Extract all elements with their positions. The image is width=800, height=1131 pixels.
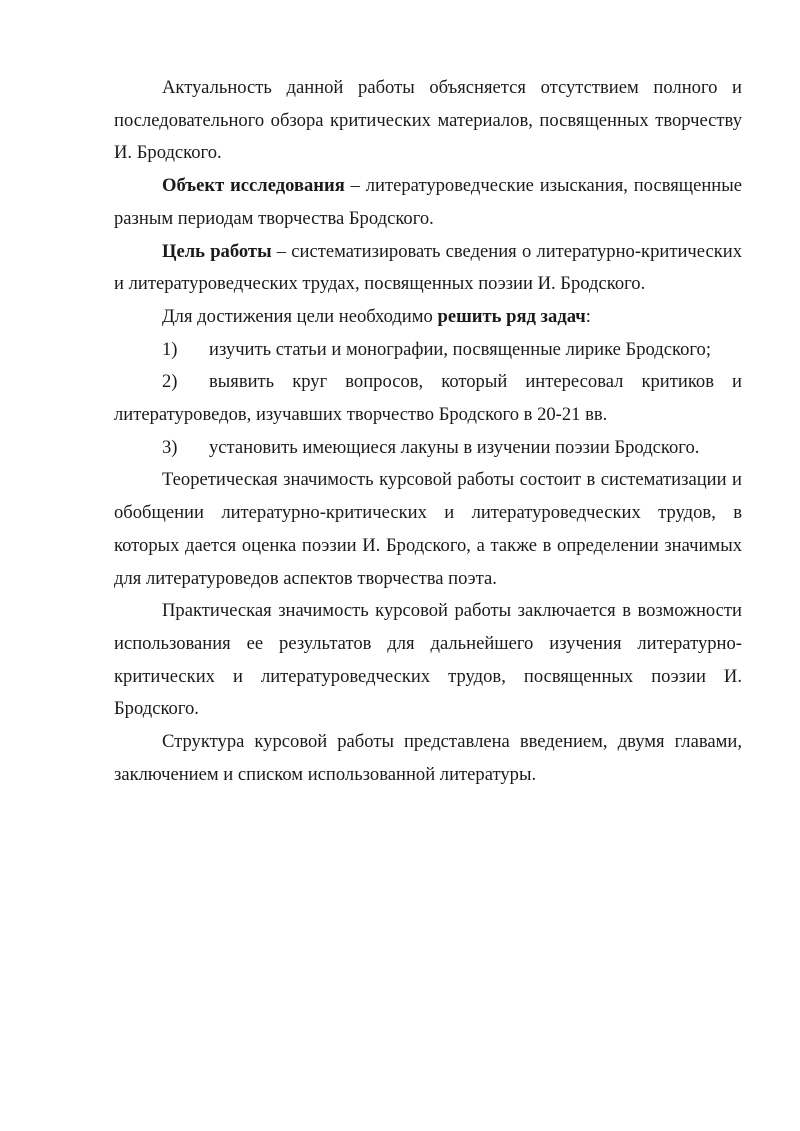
- tasks-intro-bold: решить ряд задач: [437, 305, 586, 327]
- list-item-number: 3): [162, 436, 178, 458]
- paragraph-goal: [114, 236, 742, 301]
- list-item: [114, 366, 742, 431]
- goal-text: – систематизировать сведения о литературно-критических и литературоведческих трудах, посвященных поэзии И. Бродского.: [114, 240, 742, 295]
- paragraph-theory: Теоретическая значимость курсовой работы состоит в систематизации и обобщении литературно-критических и литературоведческих трудов, в которых дается оценка поэзии И. Бродского, а также в определении значимых для литературоведов аспектов творчества поэта.: [114, 469, 742, 589]
- paragraph-object: [114, 170, 742, 235]
- document-page: [114, 72, 742, 791]
- list-item-text: изучить статьи и монографии, посвященные лирике Бродского;: [209, 338, 711, 360]
- goal-term: Цель работы: [162, 240, 272, 262]
- paragraph-structure: Структура курсовой работы представлена введением, двумя главами, заключением и списком использованной литературы.: [114, 731, 742, 785]
- list-item-number: 2): [162, 371, 178, 393]
- tasks-intro-colon: :: [585, 305, 591, 327]
- tasks-intro-text: Для достижения цели необходимо: [162, 305, 438, 327]
- list-item-text: выявить круг вопросов, который интересовал критиков и литературоведов, изучавших творчество Бродского в 20-21 вв.: [114, 371, 742, 426]
- list-item: [114, 334, 742, 367]
- object-term: Объект исследования: [162, 175, 345, 197]
- list-item: [114, 432, 742, 465]
- list-item-text: установить имеющиеся лакуны в изучении поэзии Бродского.: [209, 436, 700, 458]
- list-item-number: 1): [162, 338, 178, 360]
- paragraph-relevance: Актуальность данной работы объясняется отсутствием полного и последовательного обзора критических материалов, посвященных творчеству И. Бродского.: [114, 77, 742, 164]
- paragraph-practice: Практическая значимость курсовой работы заключается в возможности использования ее результатов для дальнейшего изучения литературно-критических и литературоведческих трудов, посвященных поэзии И. Бродского.: [114, 600, 742, 720]
- paragraph-tasks-intro: [114, 301, 742, 334]
- object-text: – литературоведческие изыскания, посвященные разным периодам творчества Бродского.: [114, 175, 742, 229]
